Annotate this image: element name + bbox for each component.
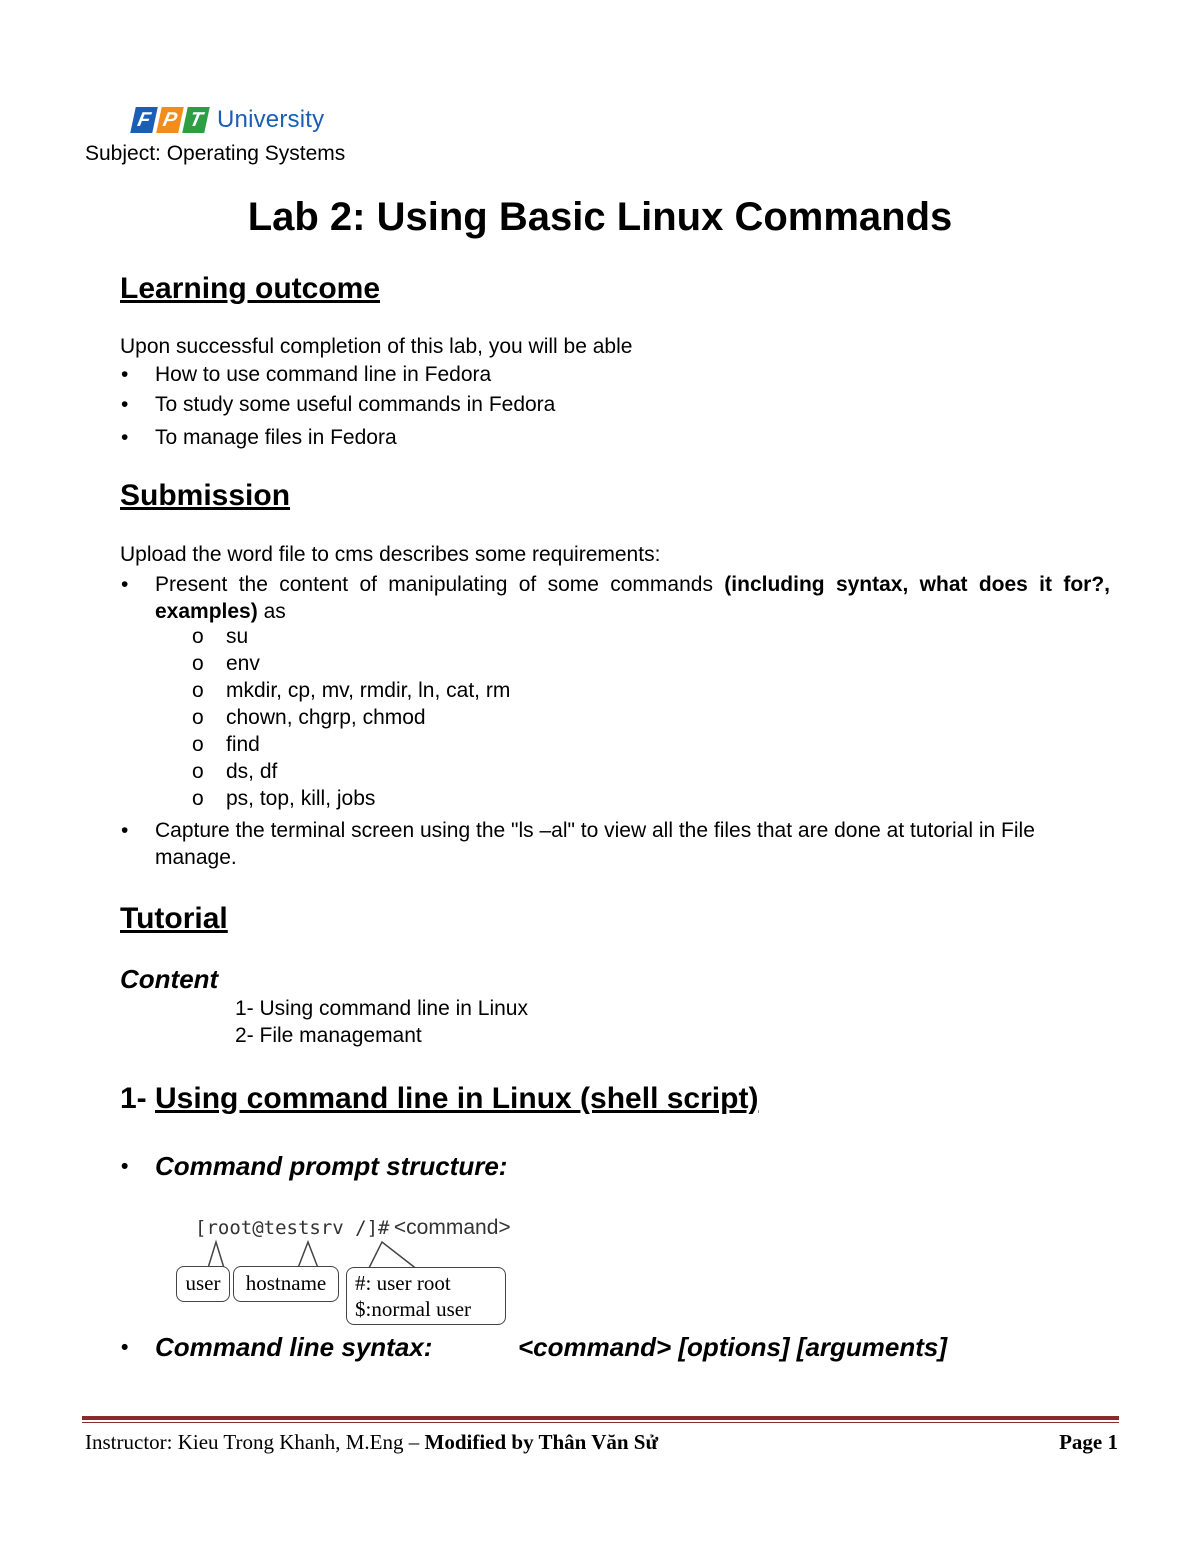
list-item-text: To manage files in Fedora xyxy=(155,426,397,449)
learning-outcome-heading: Learning outcome xyxy=(120,272,381,305)
list-item-text: Command line syntax: xyxy=(155,1332,433,1362)
page-title: Lab 2: Using Basic Linux Commands xyxy=(247,195,953,239)
prompt-command: <command> xyxy=(393,1216,511,1239)
sub-item-text: su xyxy=(226,625,249,648)
submission-heading: Submission xyxy=(120,479,291,512)
circle-bullet-icon: o xyxy=(192,706,204,729)
callout-normal-text: $:normal user xyxy=(355,1297,472,1321)
list-item-text: How to use command line in Fedora xyxy=(155,363,492,386)
sub-item-text: chown, chgrp, chmod xyxy=(226,706,426,729)
circle-bullet-icon: o xyxy=(192,733,204,756)
callout-hostname-text: hostname xyxy=(245,1271,327,1295)
bullet-icon: • xyxy=(121,573,129,596)
sub-item xyxy=(192,760,278,784)
list-item-text: Command prompt structure: xyxy=(155,1151,508,1181)
bullet-icon: • xyxy=(121,363,129,386)
sub-item-text: find xyxy=(226,733,260,756)
list-item xyxy=(121,363,492,387)
sub-item xyxy=(192,733,260,757)
sub-item-text: ds, df xyxy=(226,760,278,783)
list-item xyxy=(121,571,1110,625)
callout-user xyxy=(176,1266,230,1302)
list-item-text: as xyxy=(257,600,286,623)
callout-prompt-symbol xyxy=(346,1267,506,1325)
sub-item-text: env xyxy=(226,652,260,675)
section-number: 1- xyxy=(120,1082,156,1115)
sub-item xyxy=(192,679,511,703)
sub-item-text: mkdir, cp, mv, rmdir, ln, cat, rm xyxy=(226,679,511,702)
list-item-text: Present the content of manipulating of some commands xyxy=(155,573,725,596)
list-item xyxy=(121,817,1110,871)
subject-line: Subject: Operating Systems xyxy=(85,142,346,165)
circle-bullet-icon: o xyxy=(192,652,204,675)
logo-letter-f: F xyxy=(130,107,158,133)
syntax-text: <command> [options] [arguments] xyxy=(518,1332,948,1362)
circle-bullet-icon: o xyxy=(192,760,204,783)
bullet-icon: • xyxy=(121,1155,129,1178)
footer-instructor xyxy=(85,1430,658,1455)
bullet-icon: • xyxy=(121,1336,129,1359)
list-item-text: To study some useful commands in Fedora xyxy=(155,393,556,416)
content-item: 1- Using command line in Linux xyxy=(235,997,528,1020)
sub-item xyxy=(192,625,249,649)
list-item-text: Capture the terminal screen using the "ls –al" to view all the files that are done at tutorial in File manage. xyxy=(155,819,1035,869)
submission-intro: Upload the word file to cms describes some requirements: xyxy=(120,543,661,566)
pointer-hash xyxy=(368,1242,418,1270)
list-item-bold: (including syntax, what does it for?, examples) xyxy=(155,573,1110,623)
section-1-heading xyxy=(120,1082,758,1116)
bullet-icon: • xyxy=(121,819,129,842)
circle-bullet-icon: o xyxy=(192,679,204,702)
bullet-icon: • xyxy=(121,393,129,416)
bullet-icon: • xyxy=(121,426,129,449)
footer-instructor-text: Instructor: Kieu Trong Khanh, M.Eng – xyxy=(85,1430,425,1454)
callout-root-text: #: user root xyxy=(355,1271,451,1295)
logo-text: University xyxy=(217,106,325,133)
logo-letter-t: T xyxy=(182,107,210,133)
logo-letter-p: P xyxy=(156,107,184,133)
circle-bullet-icon: o xyxy=(192,625,204,648)
sub-item xyxy=(192,706,426,730)
prompt-text: [root@testsrv /]# xyxy=(195,1217,390,1239)
callout-user-text: user xyxy=(185,1271,221,1295)
page-number: Page 1 xyxy=(1059,1430,1118,1454)
content-item: 2- File managemant xyxy=(235,1024,422,1047)
footer-modified-text: Modified by Thân Văn Sử xyxy=(424,1430,659,1454)
tutorial-heading: Tutorial xyxy=(120,902,228,935)
sub-item xyxy=(192,652,260,676)
content-label: Content xyxy=(120,964,219,994)
list-item xyxy=(121,1151,508,1182)
list-item xyxy=(121,1332,433,1363)
circle-bullet-icon: o xyxy=(192,787,204,810)
learning-intro: Upon successful completion of this lab, you will be able xyxy=(120,335,633,358)
fpt-logo xyxy=(133,104,324,136)
sub-item xyxy=(192,787,376,811)
list-item xyxy=(121,393,556,417)
pointer-hostname xyxy=(298,1242,318,1268)
footer-rule xyxy=(82,1416,1119,1420)
list-item xyxy=(121,426,397,450)
section-title: Using command line in Linux (shell script) xyxy=(155,1082,759,1115)
sub-item-text: ps, top, kill, jobs xyxy=(226,787,376,810)
footer-rule-thin xyxy=(82,1422,1119,1423)
pointer-user xyxy=(208,1242,224,1268)
callout-hostname xyxy=(233,1266,339,1302)
